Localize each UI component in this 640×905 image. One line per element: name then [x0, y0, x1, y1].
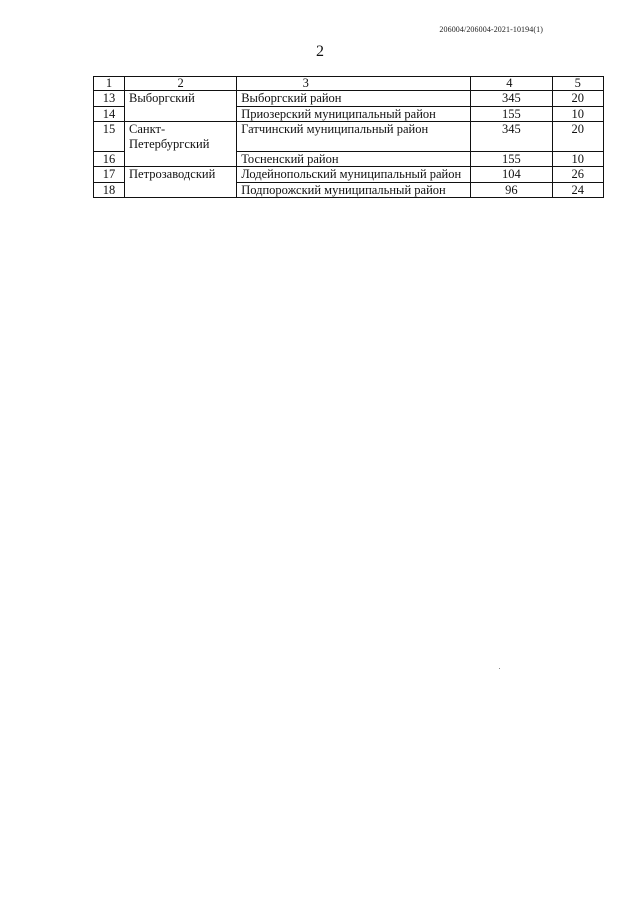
row-number: 18: [94, 182, 125, 198]
row-number: 15: [94, 122, 125, 152]
value-col5-cell: 10: [552, 151, 603, 167]
region-cell: Петрозаводский: [125, 167, 237, 183]
area-cell: Гатчинский муниципальный район: [237, 122, 471, 152]
column-header-5: 5: [552, 77, 603, 91]
page-number: 2: [316, 43, 324, 60]
table-header-row: [94, 77, 604, 91]
area-cell: Приозерский муниципальный район: [237, 106, 471, 122]
table-row: [94, 106, 604, 122]
area-cell: Подпорожский муниципальный район: [237, 182, 471, 198]
table-row: [94, 182, 604, 198]
column-header-4: 4: [471, 77, 552, 91]
column-header-1: 1: [94, 77, 125, 91]
value-col4-cell: 96: [471, 182, 552, 198]
region-cell: Выборгский: [125, 91, 237, 107]
region-cell: [125, 151, 237, 167]
row-number: 14: [94, 106, 125, 122]
value-col4-cell: 155: [471, 151, 552, 167]
region-cell: Санкт-Петербургский: [125, 122, 237, 152]
value-col4-cell: 345: [471, 91, 552, 107]
value-col4-cell: 345: [471, 122, 552, 152]
row-number: 17: [94, 167, 125, 183]
area-cell: Выборгский район: [237, 91, 471, 107]
value-col4-cell: 155: [471, 106, 552, 122]
region-cell: [125, 182, 237, 198]
region-cell: [125, 106, 237, 122]
scan-speck: [499, 668, 500, 669]
area-cell: Лодейнопольский муниципальный район: [237, 167, 471, 183]
column-header-3: 3: [237, 77, 471, 91]
table-row: [94, 91, 604, 107]
row-number: 16: [94, 151, 125, 167]
document-code: 206004/206004-2021-10194(1): [439, 25, 543, 34]
row-number: 13: [94, 91, 125, 107]
value-col5-cell: 24: [552, 182, 603, 198]
table-row: [94, 122, 604, 152]
value-col4-cell: 104: [471, 167, 552, 183]
value-col5-cell: 20: [552, 122, 603, 152]
area-cell: Тосненский район: [237, 151, 471, 167]
value-col5-cell: 10: [552, 106, 603, 122]
value-col5-cell: 20: [552, 91, 603, 107]
table-row: [94, 151, 604, 167]
value-col5-cell: 26: [552, 167, 603, 183]
data-table: [93, 76, 604, 198]
column-header-2: 2: [125, 77, 237, 91]
table-row: [94, 167, 604, 183]
